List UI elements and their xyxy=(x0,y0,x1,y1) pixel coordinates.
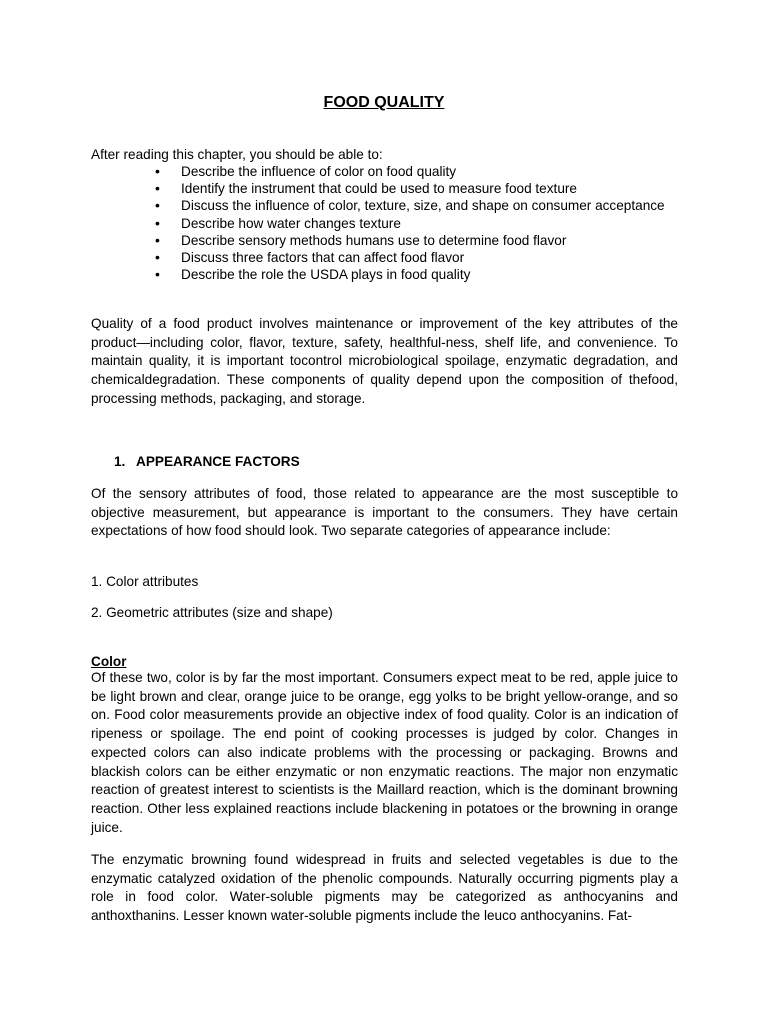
list-item: • Identify the instrument that could be used to measure food texture xyxy=(155,180,665,197)
list-item: • Describe the role the USDA plays in food quality xyxy=(155,266,665,283)
page-title: FOOD QUALITY xyxy=(323,94,445,111)
section-number: 1. xyxy=(114,454,126,469)
category-item: 1. Color attributes xyxy=(91,574,199,589)
section-heading xyxy=(114,454,300,469)
list-item: • Describe sensory methods humans use to determine food flavor xyxy=(155,232,665,249)
list-item: • Describe the influence of color on food quality xyxy=(155,163,665,180)
quality-paragraph: Quality of a food product involves maintenance or improvement of the key attributes of the product—including color, flavor, texture, safety, healthful-ness, shelf life, and convenience. To maintain quality, it is important tocontrol microbiological spoilage, enzymatic degradation, and chemicaldegradation. These components of quality depend upon the composition of thefood, processing methods, packaging, and storage. xyxy=(91,316,678,406)
objectives-list xyxy=(155,163,665,283)
category-item: 2. Geometric attributes (size and shape) xyxy=(91,605,333,620)
list-item: • Describe how water changes texture xyxy=(155,215,665,232)
color-heading: Color xyxy=(91,654,127,669)
browning-paragraph: The enzymatic browning found widespread in fruits and selected vegetables is due to the enzymatic catalyzed oxidation of the phenolic compounds. Naturally occurring pigments play a role in food color. Water-soluble pigments may be categorized as anthocyanins and anthoxthanins. Lesser known water-soluble pigments include the leuco anthocyanins. Fat- xyxy=(91,852,678,924)
section-title: APPEARANCE FACTORS xyxy=(136,454,300,469)
list-item: • Discuss three factors that can affect food flavor xyxy=(155,249,665,266)
intro-text: After reading this chapter, you should be able to: xyxy=(91,147,383,162)
list-item: • Discuss the influence of color, texture, size, and shape on consumer acceptance xyxy=(155,197,665,214)
color-paragraph: Of these two, color is by far the most important. Consumers expect meat to be red, apple juice to be light brown and clear, orange juice to be orange, egg yolks to be bright yellow-orange, and so on. Food color measurements provide an objective index of food quality. Color is an indication of ripeness or spoilage. The end point of cooking processes is judged by color. Changes in expected colors can also indicate problems with the processing or packaging. Browns and blackish colors can be either enzymatic or non enzymatic reactions. The major non enzymatic reaction of greatest interest to scientists is the Maillard reaction, which is the dominant browning reaction. Other less explained reactions include blackening in potatoes or the browning in orange juice. xyxy=(91,670,678,835)
appearance-paragraph: Of the sensory attributes of food, those related to appearance are the most susceptible to objective measurement, but appearance is important to the consumers. They have certain expectations of how food should look. Two separate categories of appearance include: xyxy=(91,486,678,539)
